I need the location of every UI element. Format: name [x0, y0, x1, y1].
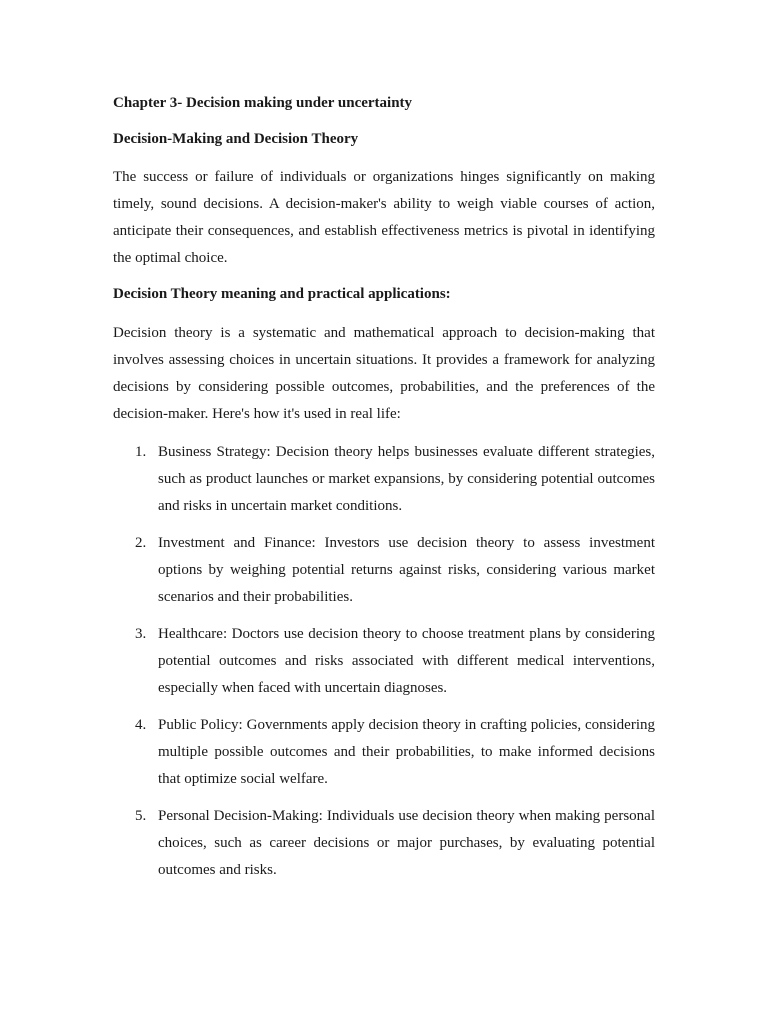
- list-item-text: Business Strategy: Decision theory helps businesses evaluate different strategies, such as product launches or market expansions, by considering potential outcomes and risks in uncertain market conditions.: [158, 444, 655, 514]
- list-item: [113, 712, 655, 793]
- subsection-title: Decision Theory meaning and practical applications:: [113, 286, 451, 302]
- list-item-number: 2.: [135, 535, 147, 551]
- list-item: [113, 530, 655, 611]
- definition-paragraph: Decision theory is a systematic and mathematical approach to decision-making that involves assessing choices in uncertain situations. It provides a framework for analyzing decisions by considering possible outcomes, probabilities, and the preferences of the decision-maker. Here's how it's used in real life:: [113, 325, 655, 422]
- list-item: [113, 803, 655, 884]
- list-item-number: 1.: [135, 444, 147, 460]
- list-item-number: 5.: [135, 808, 147, 824]
- list-item-text: Healthcare: Doctors use decision theory to choose treatment plans by considering potential outcomes and risks associated with different medical interventions, especially when faced with uncertain diagnoses.: [158, 626, 655, 696]
- list-item: [113, 621, 655, 702]
- list-item-text: Public Policy: Governments apply decision theory in crafting policies, considering multiple possible outcomes and their probabilities, to make informed decisions that optimize social welfare.: [158, 717, 655, 787]
- list-item-number: 3.: [135, 626, 147, 642]
- intro-paragraph: The success or failure of individuals or organizations hinges significantly on making timely, sound decisions. A decision-maker's ability to weigh viable courses of action, anticipate their consequences, and establish effectiveness metrics is pivotal in identifying the optimal choice.: [113, 169, 655, 266]
- applications-list: [113, 439, 655, 884]
- list-item-number: 4.: [135, 717, 147, 733]
- section-title: Decision-Making and Decision Theory: [113, 131, 359, 147]
- list-item: [113, 439, 655, 520]
- document-page: [113, 92, 655, 894]
- chapter-title: Chapter 3- Decision making under uncertainty: [113, 95, 413, 111]
- list-item-text: Personal Decision-Making: Individuals use decision theory when making personal choices, such as career decisions or major purchases, by evaluating potential outcomes and risks.: [158, 808, 655, 878]
- list-item-text: Investment and Finance: Investors use decision theory to assess investment options by weighing potential returns against risks, considering various market scenarios and their probabilities.: [158, 535, 655, 605]
